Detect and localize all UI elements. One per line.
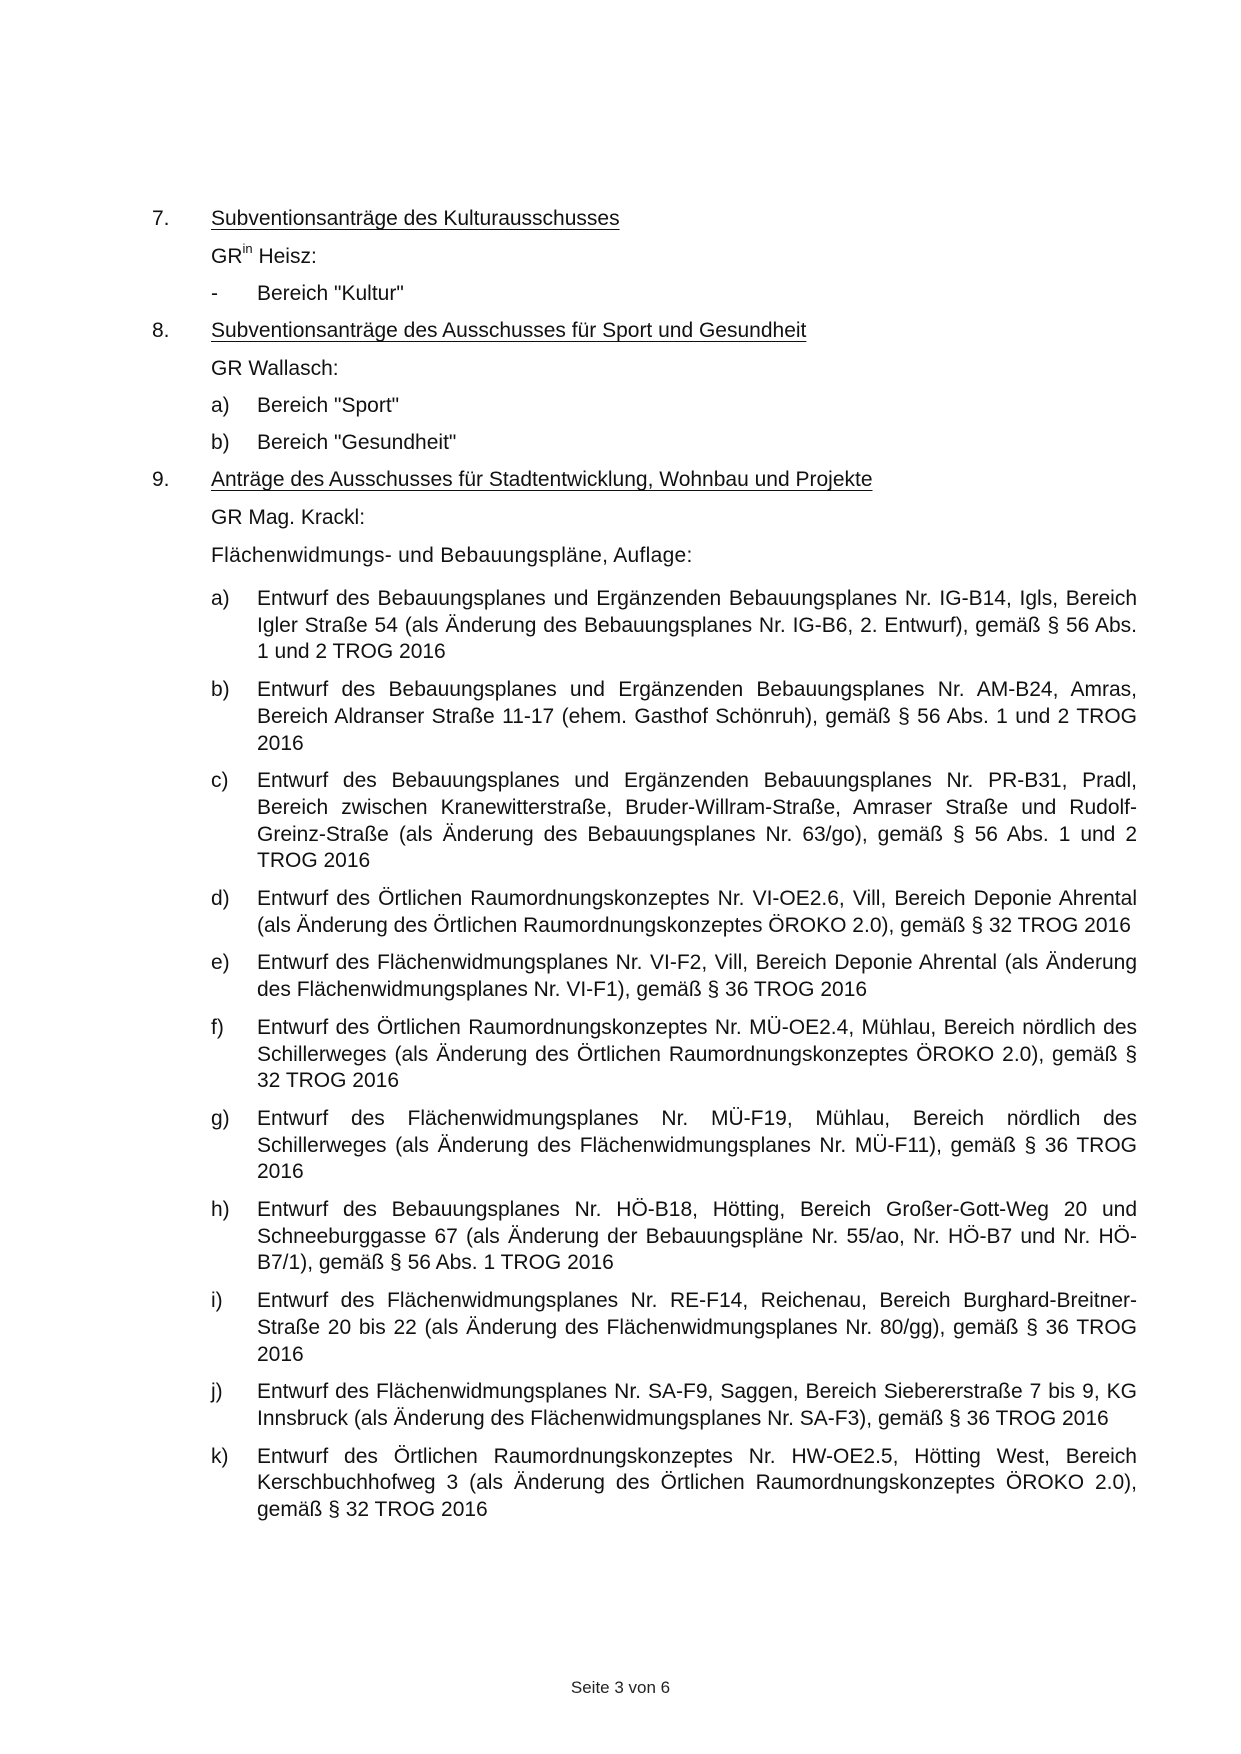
list-item-label: a) bbox=[211, 587, 230, 610]
section-heading-row bbox=[152, 200, 1137, 238]
speaker-line: GR Mag. Krackl: bbox=[211, 506, 366, 529]
list-item-label: b) bbox=[211, 678, 230, 702]
list-item bbox=[152, 1106, 1137, 1186]
list-item-text: Entwurf des Flächenwidmungsplanes Nr. SA-F9, Saggen, Bereich Siebererstraße 7 bis 9, KG Innsbruck (als Änderung des Flächenwidmungsplanes Nr. SA-F3), gemäß § 36 TROG 2016 bbox=[257, 1380, 1137, 1430]
sub-item bbox=[152, 424, 1137, 461]
list-item-text: Entwurf des Örtlichen Raumordnungskonzeptes Nr. MÜ-OE2.4, Mühlau, Bereich nördlich des Schillerweges (als Änderung des Örtlichen Raumordnungskonzeptes ÖROKO 2.0), gemäß § 32 TROG 2016 bbox=[257, 1015, 1137, 1093]
section-number: 9. bbox=[152, 468, 170, 491]
section-number: 7. bbox=[152, 207, 170, 230]
sub-item-label: b) bbox=[211, 431, 230, 454]
sub-item-text: Bereich "Kultur" bbox=[257, 282, 404, 305]
list-item-label: j) bbox=[211, 1380, 223, 1404]
list-item bbox=[152, 886, 1137, 939]
list-item-label: f) bbox=[211, 1015, 224, 1039]
sub-item bbox=[152, 387, 1137, 424]
list-item-text: Entwurf des Bebauungsplanes und Ergänzenden Bebauungsplanes Nr. IG-B14, Igls, Bereich Igler Straße 54 (als Änderung des Bebauungsplanes Nr. IG-B6, 2. Entwurf), gemäß § 56 Abs. 1 und 2 TROG 2016 bbox=[257, 587, 1137, 664]
section-heading-row bbox=[152, 312, 1137, 350]
speaker-line bbox=[152, 238, 1137, 275]
list-item-text: Entwurf des Flächenwidmungsplanes Nr. RE-F14, Reichenau, Bereich Burghard-Breitner-Straße 20 bis 22 (als Änderung des Flächenwidmungsplanes Nr. 80/gg), gemäß § 36 TROG 2016 bbox=[257, 1289, 1137, 1366]
section-intro: Flächenwidmungs- und Bebauungspläne, Auflage: bbox=[211, 544, 693, 567]
list-item-label: i) bbox=[211, 1289, 223, 1313]
speaker-prefix: GR bbox=[211, 245, 243, 268]
agenda-section-7 bbox=[152, 200, 1137, 312]
page-footer: Seite 3 von 6 bbox=[570, 1678, 671, 1697]
sub-item-label: - bbox=[211, 282, 218, 305]
sub-item-text: Bereich "Sport" bbox=[257, 394, 400, 417]
list-item bbox=[152, 950, 1137, 1003]
list-item-text: Entwurf des Bebauungsplanes und Ergänzenden Bebauungsplanes Nr. AM-B24, Amras, Bereich Aldranser Straße 11-17 (ehem. Gasthof Schönruh), gemäß § 56 Abs. 1 und 2 TROG 2016 bbox=[257, 678, 1137, 755]
list-item-label: k) bbox=[211, 1444, 229, 1468]
section-heading: Subventionsanträge des Ausschusses für Sport und Gesundheit bbox=[211, 319, 807, 342]
sub-item-text: Bereich "Gesundheit" bbox=[257, 431, 457, 454]
section-number: 8. bbox=[152, 319, 170, 342]
section-heading: Anträge des Ausschusses für Stadtentwicklung, Wohnbau und Projekte bbox=[211, 468, 873, 491]
speaker-name: Heisz: bbox=[252, 245, 317, 268]
list-item-label: c) bbox=[211, 769, 229, 793]
sub-item bbox=[152, 275, 1137, 312]
list-item-label: h) bbox=[211, 1198, 230, 1222]
list-item-label: e) bbox=[211, 951, 230, 975]
speaker-superscript: in bbox=[242, 241, 253, 256]
section-heading: Subventionsanträge des Kulturausschusses bbox=[211, 207, 620, 230]
list-item-text: Entwurf des Flächenwidmungsplanes Nr. MÜ-F19, Mühlau, Bereich nördlich des Schillerweges (als Änderung des Flächenwidmungsplanes Nr. MÜ-F11), gemäß § 36 TROG 2016 bbox=[257, 1106, 1137, 1184]
agenda-section-8 bbox=[152, 312, 1137, 461]
list-item bbox=[152, 677, 1137, 757]
list-item-text: Entwurf des Bebauungsplanes Nr. HÖ-B18, Hötting, Bereich Großer-Gott-Weg 20 und Schneeburggasse 67 (als Änderung der Bebauungspläne Nr. 55/ao, Nr. HÖ-B7 und Nr. HÖ-B7/1), gemäß § 56 Abs. 1 TROG 2016 bbox=[257, 1198, 1137, 1275]
list-item bbox=[152, 1015, 1137, 1095]
list-item bbox=[152, 768, 1137, 875]
agenda-content bbox=[152, 200, 1137, 1535]
list-item-label: g) bbox=[211, 1106, 230, 1130]
sub-item-label: a) bbox=[211, 394, 230, 417]
list-item-label: d) bbox=[211, 887, 230, 911]
agenda-section-9 bbox=[152, 461, 1137, 1524]
list-item-text: Entwurf des Örtlichen Raumordnungskonzeptes Nr. HW-OE2.5, Hötting West, Bereich Kerschbuchhofweg 3 (als Änderung des Örtlichen Raumordnungskonzeptes ÖROKO 2.0), gemäß § 32 TROG 2016 bbox=[257, 1444, 1137, 1522]
speaker-line: GR Wallasch: bbox=[211, 357, 339, 380]
list-item bbox=[152, 1444, 1137, 1524]
list-item bbox=[152, 1379, 1137, 1432]
list-item-text: Entwurf des Flächenwidmungsplanes Nr. VI-F2, Vill, Bereich Deponie Ahrental (als Änderung des Flächenwidmungsplanes Nr. VI-F1), gemäß § 36 TROG 2016 bbox=[257, 951, 1137, 1002]
list-item-text: Entwurf des Örtlichen Raumordnungskonzeptes Nr. VI-OE2.6, Vill, Bereich Deponie Ahrental (als Änderung des Örtlichen Raumordnungskonzeptes ÖROKO 2.0), gemäß § 32 TROG 2016 bbox=[257, 887, 1137, 937]
entry-list bbox=[152, 586, 1137, 1524]
list-item bbox=[152, 1288, 1137, 1368]
section-heading-row bbox=[152, 461, 1137, 499]
list-item bbox=[152, 1197, 1137, 1277]
list-item-text: Entwurf des Bebauungsplanes und Ergänzenden Bebauungsplanes Nr. PR-B31, Pradl, Bereich zwischen Kranewitterstraße, Bruder-Willram-Straße, Amraser Straße und Rudolf-Greinz-Straße (als Änderung des Bebauungsplanes Nr. 63/go), gemäß § 56 Abs. 1 und 2 TROG 2016 bbox=[257, 769, 1137, 873]
list-item bbox=[152, 586, 1137, 666]
